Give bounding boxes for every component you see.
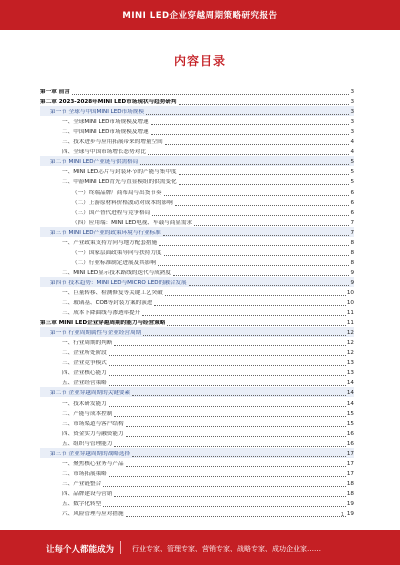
toc-entry-page: 4 [350, 149, 354, 156]
toc-leader-dots [126, 461, 346, 467]
toc-leader-dots [148, 149, 350, 155]
toc-entry-page: 4 [350, 139, 354, 146]
toc-entry[interactable] [40, 347, 354, 357]
toc-entry-title: 二、中游MINI LED背光与直显模组的供需变化 [62, 179, 177, 186]
toc-entry[interactable] [40, 397, 354, 407]
toc-entry-page: 13 [346, 360, 354, 367]
toc-entry[interactable] [40, 106, 354, 116]
toc-leader-dots [140, 159, 349, 165]
toc-leader-dots [151, 119, 350, 125]
toc-entry-page: 16 [346, 430, 354, 437]
toc-entry-title: 三、企业竞争模式 [62, 360, 107, 367]
toc-entry-page: 3 [350, 99, 354, 106]
toc-entry-page: 17 [346, 460, 354, 467]
toc-leader-dots [114, 441, 346, 447]
toc-leader-dots [163, 230, 350, 236]
toc-entry[interactable] [40, 377, 354, 387]
toc-entry[interactable] [40, 96, 354, 106]
toc-entry-title: 一、全球MINI LED市场规模及增速 [62, 119, 149, 126]
toc-entry[interactable] [40, 307, 354, 317]
toc-entry-title: 六、风险管理与应对措施 [62, 511, 124, 518]
toc-leader-dots [103, 481, 346, 487]
toc-leader-dots [151, 129, 350, 135]
toc-entry-page: 12 [346, 340, 354, 347]
footer-divider [120, 541, 121, 554]
toc-entry[interactable] [40, 448, 354, 458]
toc-entry-title: 第一章 前言 [40, 89, 70, 96]
toc-entry-page: 17 [346, 450, 354, 457]
toc-entry-title: （二）上游原材料价格波动对成本的影响 [72, 199, 173, 206]
toc-entry-title: 第四节 技术趋势：MINI LED与MICRO LED的融合发展 [50, 279, 187, 286]
toc-entry-page: 9 [350, 279, 354, 286]
toc-entry-page: 15 [346, 410, 354, 417]
toc-entry-title: 四、品牌建设与营销 [62, 490, 113, 497]
toc-entry-page: 16 [346, 440, 354, 447]
toc-entry-title: 三、市场渠道与客户结构 [62, 420, 124, 427]
report-title: MINI LED企业穿越周期策略研究报告 [122, 11, 278, 21]
toc-leader-dots [109, 350, 346, 356]
toc-leader-dots [109, 401, 346, 407]
toc-entry-title: 五、组织与管理能力 [62, 440, 113, 447]
toc-leader-dots [194, 220, 349, 226]
toc-entry-title: （二）行业标准制定进展及其影响 [72, 259, 156, 266]
toc-entry-page: 11 [346, 310, 354, 317]
footer-tagline: 行业专家、管理专家、营销专家、战略专家、成功企业家…… [132, 545, 321, 553]
toc-entry-title: 一、巨量转移、检测修复等关键工艺突破 [62, 289, 163, 296]
toc-entry-page: 3 [350, 129, 354, 136]
toc-entry-page: 15 [346, 420, 354, 427]
toc-entry[interactable] [40, 367, 354, 377]
toc-leader-dots [165, 139, 350, 145]
toc-entry-page: 8 [350, 239, 354, 246]
toc-entry-title: 第三节 企业穿越周期的战略选择 [50, 450, 131, 457]
toc-entry-title: 第二节 MINI LED产业链与供需格局 [50, 159, 139, 166]
toc-entry-page: 3 [350, 89, 354, 96]
toc-entry[interactable] [40, 488, 354, 498]
toc-entry-page: 18 [346, 490, 354, 497]
header-bar [0, 0, 400, 30]
toc-entry-title: 三、成本下降曲线与渗透率提升 [62, 310, 141, 317]
toc-entry[interactable] [40, 428, 354, 438]
toc-entry-title: 四、全球与中国市场增长态势对比 [62, 149, 146, 156]
toc-entry-page: 6 [350, 209, 354, 216]
toc-entry-page: 12 [346, 330, 354, 337]
toc-entry-page: 12 [346, 350, 354, 357]
toc-leader-dots [179, 169, 350, 175]
toc-entry[interactable] [40, 458, 354, 468]
toc-entry-title: 一、技术研发能力 [62, 400, 107, 407]
toc-heading: 内容目录 [173, 54, 226, 68]
toc-entry[interactable] [40, 287, 354, 297]
toc-entry-page: 5 [350, 179, 354, 186]
toc-entry-title: 四、企业核心能力 [62, 370, 107, 377]
page-number: 1 [340, 512, 344, 518]
toc-entry-page: 14 [346, 390, 354, 397]
toc-leader-dots [142, 310, 346, 316]
toc-entry-page: 13 [346, 370, 354, 377]
toc-entry[interactable] [40, 86, 354, 96]
toc-entry[interactable] [40, 116, 354, 126]
toc-entry-title: 第三节 MINI LED产业的政策环境与行业标准 [50, 229, 161, 236]
toc-entry[interactable] [40, 267, 354, 277]
toc-entry[interactable] [40, 317, 354, 327]
toc-leader-dots [173, 270, 349, 276]
toc-entry[interactable] [40, 176, 354, 186]
toc-entry-page: 9 [350, 269, 354, 276]
toc-entry-title: （一）国家层面政策导向与扶持力度 [72, 249, 162, 256]
toc-entry-page: 8 [350, 249, 354, 256]
toc-leader-dots [132, 451, 346, 457]
toc-entry[interactable] [40, 126, 354, 136]
toc-entry-title: 四、资金实力与融资能力 [62, 430, 124, 437]
toc-entry-title: 二、市场拓展策略 [62, 470, 107, 477]
toc-entry-page: 11 [346, 320, 354, 327]
toc-entry-title: 二、玻璃基、COB等封装方案的演进 [62, 300, 153, 307]
toc-leader-dots [164, 190, 350, 196]
toc-entry[interactable] [40, 327, 354, 337]
toc-leader-dots [158, 260, 350, 266]
toc-leader-dots [103, 501, 346, 507]
toc-leader-dots [109, 360, 346, 366]
toc-entry[interactable] [40, 146, 354, 156]
toc-entry-page: 17 [346, 470, 354, 477]
toc-entry[interactable] [40, 498, 354, 508]
toc-leader-dots [179, 99, 350, 105]
toc-entry[interactable] [40, 418, 354, 428]
footer-bar [0, 530, 400, 565]
toc-leader-dots [126, 421, 346, 427]
toc-entry[interactable] [40, 207, 354, 217]
toc-entry-title: 三、技术进步与应用拓展带来的增量空间 [62, 139, 163, 146]
toc-entry-page: 6 [350, 199, 354, 206]
toc-entry-page: 7 [350, 229, 354, 236]
toc-entry-page: 18 [346, 480, 354, 487]
toc-entry-title: （四）应用端：MINI LED电视、车载与商显需求 [72, 219, 193, 226]
toc-leader-dots [189, 280, 350, 286]
toc-entry-page: 5 [350, 169, 354, 176]
toc-entry[interactable] [40, 237, 354, 247]
toc-entry-title: 二、企业所处阶段 [62, 350, 107, 357]
toc-entry-page: 10 [346, 289, 354, 296]
toc-entry[interactable] [40, 197, 354, 207]
toc-entry-page: 19 [346, 511, 354, 518]
toc-leader-dots [109, 370, 346, 376]
toc-entry-title: 二、产能与成本控制 [62, 410, 113, 417]
toc-leader-dots [165, 290, 346, 296]
toc-leader-dots [132, 390, 346, 396]
toc-entry-title: 第三章 MINI LED企业穿越周期的能力与经营策略 [40, 320, 166, 327]
toc-leader-dots [167, 320, 345, 326]
toc-leader-dots [72, 89, 350, 95]
toc-entry-page: 19 [346, 500, 354, 507]
toc-leader-dots [179, 179, 350, 185]
toc-entry-title: 第一节 行业周期属性与企业经营周期 [50, 330, 142, 337]
toc-entry[interactable] [40, 297, 354, 307]
toc-leader-dots [114, 411, 346, 417]
toc-entry[interactable] [40, 387, 354, 397]
toc-leader-dots [146, 109, 349, 115]
toc-entry[interactable] [40, 156, 354, 166]
toc-entry-title: 第二章 2023-2028年MINI LED市场现状与趋势研判 [40, 99, 177, 106]
toc-entry-page: 14 [346, 380, 354, 387]
toc-entry-title: 第一节 全球与中国MINI LED市场规模 [50, 109, 144, 116]
toc-entry[interactable] [40, 408, 354, 418]
toc-entry-title: 五、企业经营策略 [62, 380, 107, 387]
toc-leader-dots [126, 431, 346, 437]
toc-entry[interactable] [40, 478, 354, 488]
toc-leader-dots [154, 300, 345, 306]
toc-entry[interactable] [40, 438, 354, 448]
toc-entry-title: （一）终端品牌厂商布局与出货节奏 [72, 189, 162, 196]
toc-entry-title: 三、产业链整合 [62, 480, 102, 487]
toc-leader-dots [114, 340, 346, 346]
toc-entry-title: 一、聚焦核心业务与产品 [62, 460, 124, 467]
toc-leader-dots [114, 491, 346, 497]
toc-entry-title: 二、中国MINI LED市场规模及增速 [62, 129, 149, 136]
toc-entry-page: 5 [350, 159, 354, 166]
toc-entry-page: 3 [350, 109, 354, 116]
toc-leader-dots [159, 240, 349, 246]
toc-entry[interactable] [40, 227, 354, 237]
toc-entry-page: 6 [350, 189, 354, 196]
toc-entry-page: 7 [350, 219, 354, 226]
toc-entry[interactable] [40, 357, 354, 367]
toc-entry-page: 14 [346, 400, 354, 407]
toc-leader-dots [175, 200, 350, 206]
toc-entry[interactable] [40, 217, 354, 227]
toc-entry[interactable] [40, 186, 354, 196]
toc-leader-dots [109, 471, 346, 477]
toc-entry[interactable] [40, 247, 354, 257]
toc-entry[interactable] [40, 257, 354, 267]
toc-entry-title: 一、产业政策支持方向与地方配套措施 [62, 239, 158, 246]
toc-entry-page: 10 [346, 300, 354, 307]
toc-entry-title: 一、行业周期的判断 [62, 340, 113, 347]
footer-slogan: 让每个人都能成为 [46, 545, 115, 555]
toc-leader-dots [109, 380, 346, 386]
toc-entry-title: 二、MINI LED显示技术路线的迭代与成熟度 [62, 269, 171, 276]
toc-leader-dots [164, 250, 350, 256]
toc-entry-title: （三）国产替代进程与竞争格局 [72, 209, 151, 216]
toc-entry[interactable] [40, 277, 354, 287]
table-of-contents [40, 86, 354, 518]
toc-entry-page: 3 [350, 119, 354, 126]
toc-entry[interactable] [40, 166, 354, 176]
toc-entry-title: 第二节 企业穿越周期的关键要素 [50, 390, 131, 397]
toc-leader-dots [143, 330, 346, 336]
toc-entry-page: 8 [350, 259, 354, 266]
toc-entry-title: 一、MINI LED芯片与封装环节的产能与集中度 [62, 169, 177, 176]
toc-entry[interactable] [40, 136, 354, 146]
toc-entry[interactable] [40, 337, 354, 347]
toc-leader-dots [152, 210, 349, 216]
toc-entry-title: 五、数字化转型 [62, 500, 102, 507]
toc-entry[interactable] [40, 468, 354, 478]
